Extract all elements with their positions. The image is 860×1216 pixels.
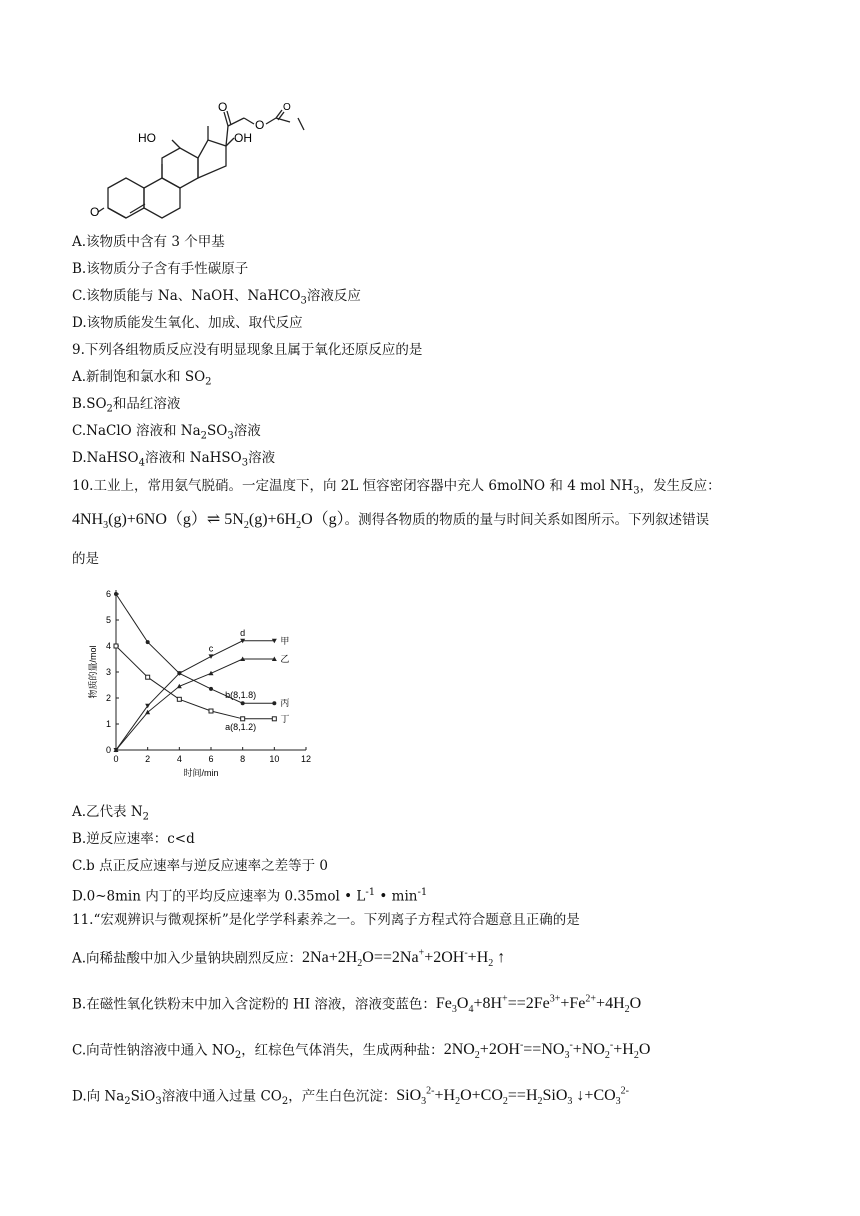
structure-o-ester: O	[283, 102, 291, 113]
data-point	[241, 701, 245, 705]
annotation: c	[208, 643, 214, 654]
q11-option-b: B.在磁性氧化铁粉末中加入含淀粉的 HI 溶液，溶液变蓝色：$Fe_3O_4+8H^+==2Fe^{3+}+Fe^{2+}+4H_2O$	[72, 994, 642, 1016]
q10-stem-3: 的是	[72, 551, 99, 567]
q10-option-c: C.b 点正反应速率与逆反应速率之差等于 0	[72, 858, 328, 874]
series-line-丙	[116, 594, 274, 703]
structure-o-link: O	[255, 118, 265, 132]
data-point	[146, 640, 150, 644]
y-tick-label: 5	[105, 615, 111, 625]
q11-stem: 11.“宏观辨识与微观探析”是化学学科素养之一。下列离子方程式符合题意且正确的是	[72, 912, 580, 928]
q9-option-d: D.NaHSO$_4$溶液和 NaHSO$_3$溶液	[72, 450, 276, 469]
q11-option-c: C.向苛性钠溶液中通入 $NO_2$，红棕色气体消失，生成两种盐：$2NO_2+2OH^-==NO_3^-+NO_2^-+H_2O$	[72, 1040, 651, 1062]
q8-option-d: D.该物质能发生氧化、加成、取代反应	[72, 315, 303, 331]
series-label-丁: 丁	[280, 713, 290, 724]
q11-option-a: A.向稀盐酸中加入少量钠块剧烈反应：$2Na+2H_2O==2Na^++2OH^-+H_2$ ↑	[72, 948, 506, 970]
q9-stem: 9.下列各组物质反应没有明显现象且属于氧化还原反应的是	[72, 342, 423, 358]
data-point	[209, 709, 213, 713]
data-point	[114, 592, 118, 596]
data-point	[114, 644, 118, 648]
y-tick-label: 2	[105, 693, 111, 703]
y-tick-label: 3	[105, 667, 111, 677]
steroid-structure	[90, 100, 320, 222]
series-label-甲: 甲	[280, 635, 290, 646]
data-point	[177, 697, 181, 701]
q10-option-a: A.乙代表 $N_2$	[72, 804, 150, 823]
data-point	[146, 675, 150, 679]
series-line-乙	[116, 659, 274, 750]
data-point	[241, 717, 245, 721]
q10-option-b: B.逆反应速率：c<d	[72, 831, 195, 847]
annotation: d	[240, 627, 246, 638]
q8-option-b: B.该物质分子含有手性碳原子	[72, 261, 249, 277]
y-axis-label: 物质的量/mol	[88, 645, 98, 699]
q8-option-c: C.该物质能与 Na、NaOH、NaHCO$_3$溶液反应	[72, 288, 361, 307]
q9-option-c: C.NaClO 溶液和 $Na_2SO_3$溶液	[72, 423, 261, 442]
data-point	[272, 717, 276, 721]
q9-option-a: A.新制饱和氯水和 $SO_2$	[72, 369, 212, 388]
y-tick-label: 4	[105, 641, 111, 651]
data-point	[209, 687, 213, 691]
y-tick-label: 0	[105, 745, 111, 755]
structure-oh: OH	[234, 131, 252, 145]
q10-option-d: D.0~8min 内丁的平均反应速率为 0.35mol • $L^{-1}$ • $\min^{-1}$	[72, 887, 428, 905]
annotation: b(8,1.8)	[225, 690, 257, 701]
data-point	[177, 671, 181, 675]
q10-stem-1: 10.工业上，常用氨气脱硝。一定温度下，向 2L 恒容密闭容器中充人 6molNO 和 4 mol $NH_3$，发生反应：	[72, 478, 721, 497]
series-label-丙: 丙	[280, 698, 290, 709]
x-tick-label: 4	[176, 754, 182, 764]
x-tick-label: 6	[208, 754, 214, 764]
amount-time-chart	[84, 584, 330, 784]
annotation: a(8,1.2)	[225, 721, 257, 732]
structure-ho: HO	[138, 131, 156, 145]
y-tick-label: 6	[105, 589, 111, 599]
x-tick-label: 12	[300, 754, 312, 764]
data-point	[209, 654, 214, 659]
x-tick-label: 0	[113, 754, 119, 764]
x-tick-label: 2	[145, 754, 151, 764]
q10-stem-2: $4NH_3(g)+6NO(g)\rightleftharpoons$ $5N_2(g)+6H_2O(g)$。测得各物质的物质的量与时间关系如图所示。下列叙述错误	[72, 511, 710, 532]
x-axis-label: 时间/min	[183, 768, 219, 778]
structure-o-ring: O	[90, 205, 100, 219]
x-tick-label: 10	[269, 754, 280, 764]
series-line-丁	[116, 646, 274, 719]
structure-o-top: O	[218, 100, 228, 114]
q11-option-d: D.向 $Na_2SiO_3$溶液中通入过量 $CO_2$，产生白色沉淀：$SiO_3^{2-}+H_2O+CO_2==H_2SiO_3$ $↓+CO_3^{2-}$	[72, 1086, 630, 1108]
data-point	[272, 701, 276, 705]
q9-option-b: $B.SO_2$和品红溶液	[72, 396, 181, 415]
y-tick-label: 1	[105, 719, 111, 729]
x-tick-label: 8	[240, 754, 246, 764]
q8-option-a: A.该物质中含有 3 个甲基	[72, 234, 225, 250]
series-label-乙: 乙	[280, 654, 290, 664]
